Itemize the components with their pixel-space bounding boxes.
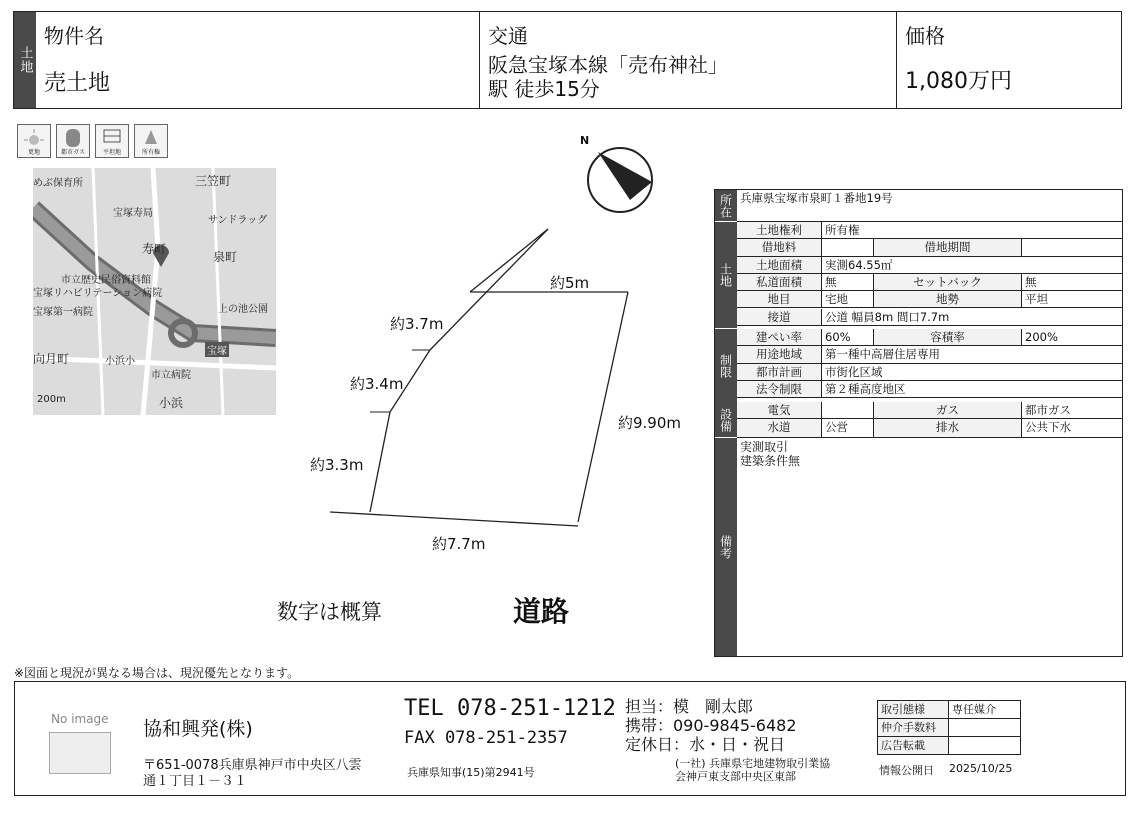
map-scale: 200m: [37, 394, 66, 405]
facility-side: 設備: [715, 402, 737, 438]
map-label-hospital1: 宝塚第一病院: [33, 307, 93, 318]
land-side-label: 土地: [14, 12, 36, 108]
name-cell: [36, 12, 479, 108]
lot-outline: [280, 130, 710, 650]
transport-label: 交通: [488, 24, 528, 48]
address-line2: 通１丁目１－３１: [143, 774, 248, 789]
category-row: 地目 宅地 地勢 平坦: [737, 291, 1122, 308]
price-label: 価格: [905, 24, 945, 48]
lot-diagram: [277, 130, 710, 650]
power-row: 電気 ガス 都市ガス: [737, 402, 1122, 419]
location-row: [737, 190, 1122, 222]
coverage-row: 建ぺい率 60% 容積率 200%: [737, 329, 1122, 346]
private-road-row: 私道面積 無 セットバック 無: [737, 274, 1122, 291]
map-label-museum: 市立歴史民俗資料館: [61, 275, 151, 286]
name-value: 売土地: [44, 71, 111, 96]
fee-value: [948, 718, 1021, 737]
assoc-line1: (一社) 兵庫県宅地建物取引業協: [675, 757, 831, 770]
deal-type-value: 専任媒介: [948, 700, 1021, 719]
ad-value: [948, 736, 1021, 755]
map-label-rehab: 宝塚リハビリテーション病院: [33, 288, 163, 299]
rights-row: 土地権利 所有権: [737, 222, 1122, 239]
water-row: 水道 公営 排水 公共下水: [737, 419, 1122, 438]
remarks-side: 備考: [715, 438, 737, 656]
restrict-side: 制限: [715, 329, 737, 404]
map-label-takarazuka: 宝塚: [205, 342, 229, 357]
tel-number[interactable]: TEL 078-251-1212: [404, 696, 616, 721]
map-label-post: 宝塚寿局: [113, 208, 153, 219]
map-label-city-hospital: 市立病院: [151, 370, 191, 381]
holiday-info: 定休日：水・日・祝日: [625, 735, 786, 754]
remarks-text: [740, 440, 800, 468]
ownership-icon: 所有権: [134, 124, 168, 158]
lease-row: 借地料 借地期間: [737, 239, 1122, 256]
sunny-lot-icon: 更地: [17, 124, 51, 158]
spec-table: [714, 189, 1123, 657]
seg1-dim: 約3.7m: [390, 315, 444, 333]
map-label-kohama: 小浜: [159, 396, 184, 410]
map-label-kogetsu: 向月町: [33, 352, 70, 366]
property-header: [13, 11, 1122, 109]
transport-cell: [479, 12, 896, 108]
deal-type-label: 取引態様: [877, 700, 949, 719]
company-footer: [14, 681, 1126, 796]
north-compass-icon: [588, 148, 652, 212]
approx-note: 数字は概算: [277, 600, 382, 624]
access-row: 接道 公道 幅員8m 間口7.7m: [737, 309, 1122, 326]
address-line1: 〒651-0078兵庫県神戸市中央区八雲: [143, 758, 362, 773]
price-cell: [896, 12, 1120, 108]
location-side: 所在: [715, 190, 737, 222]
seg2-dim: 約3.4m: [350, 375, 404, 393]
area-map[interactable]: [33, 168, 276, 415]
disclaimer-note: ※図面と現況が異なる場合は、現況優先となります。: [14, 666, 300, 680]
no-image-label: No image: [51, 712, 109, 726]
fee-label: 仲介手数料: [877, 718, 949, 737]
road-label: 道路: [513, 595, 570, 628]
area-row: 土地面積 実測64.55㎡: [737, 257, 1122, 274]
license-number: 兵庫県知事(15)第2941号: [407, 766, 535, 779]
staff-name: 担当：模 剛太郎: [625, 697, 754, 716]
price-value: 1,080万円: [905, 69, 1012, 94]
remarks-line1: 実測取引: [740, 440, 789, 454]
city-gas-icon: 都市ガス: [56, 124, 90, 158]
right-edge-dim: 約9.90m: [618, 414, 682, 432]
mobile-number[interactable]: 携帯：090-9845-6482: [625, 716, 797, 735]
publish-label: 情報公開日: [879, 764, 934, 777]
map-label-izumi: 泉町: [213, 250, 238, 264]
north-label: N: [580, 134, 590, 147]
company-name: 協和興発(株): [143, 718, 253, 740]
assoc-line2: 会神戸東支部中央区東部: [675, 770, 796, 783]
location-value: 兵庫県宝塚市泉町１番地19号: [740, 191, 893, 205]
transport-line2: 駅 徒歩15分: [488, 77, 600, 101]
map-label-nursery: めぶ保育所: [33, 178, 83, 189]
fax-number: FAX 078-251-2357: [404, 728, 568, 748]
name-label: 物件名: [44, 24, 104, 48]
planning-row: 都市計画 市街化区域: [737, 364, 1122, 381]
zoning-row: 用途地域 第一種中高層住居専用: [737, 346, 1122, 363]
legal-row: 法令制限 第２種高度地区: [737, 381, 1122, 398]
land-side: 土地: [715, 222, 737, 329]
logo-placeholder-icon: [49, 732, 111, 774]
ad-label: 広告転載: [877, 736, 949, 755]
flat-land-icon: 平坦地: [95, 124, 129, 158]
remarks-line2: 建築条件無: [740, 454, 801, 468]
seg3-dim: 約3.3m: [310, 456, 364, 474]
bottom-edge-dim: 約7.7m: [432, 535, 486, 553]
map-label-kotobuki: 寿町: [142, 242, 167, 256]
map-label-mikasa: 三笠町: [195, 174, 232, 188]
map-label-park: 上の池公園: [218, 304, 268, 315]
map-label-school: 小浜小: [105, 356, 135, 367]
publish-date: 2025/10/25: [949, 762, 1013, 775]
transport-line1: 阪急宝塚本線「売布神社」: [488, 53, 728, 77]
map-label-drugstore: サンドラッグ: [208, 215, 268, 226]
top-edge-dim: 約5m: [550, 274, 590, 292]
